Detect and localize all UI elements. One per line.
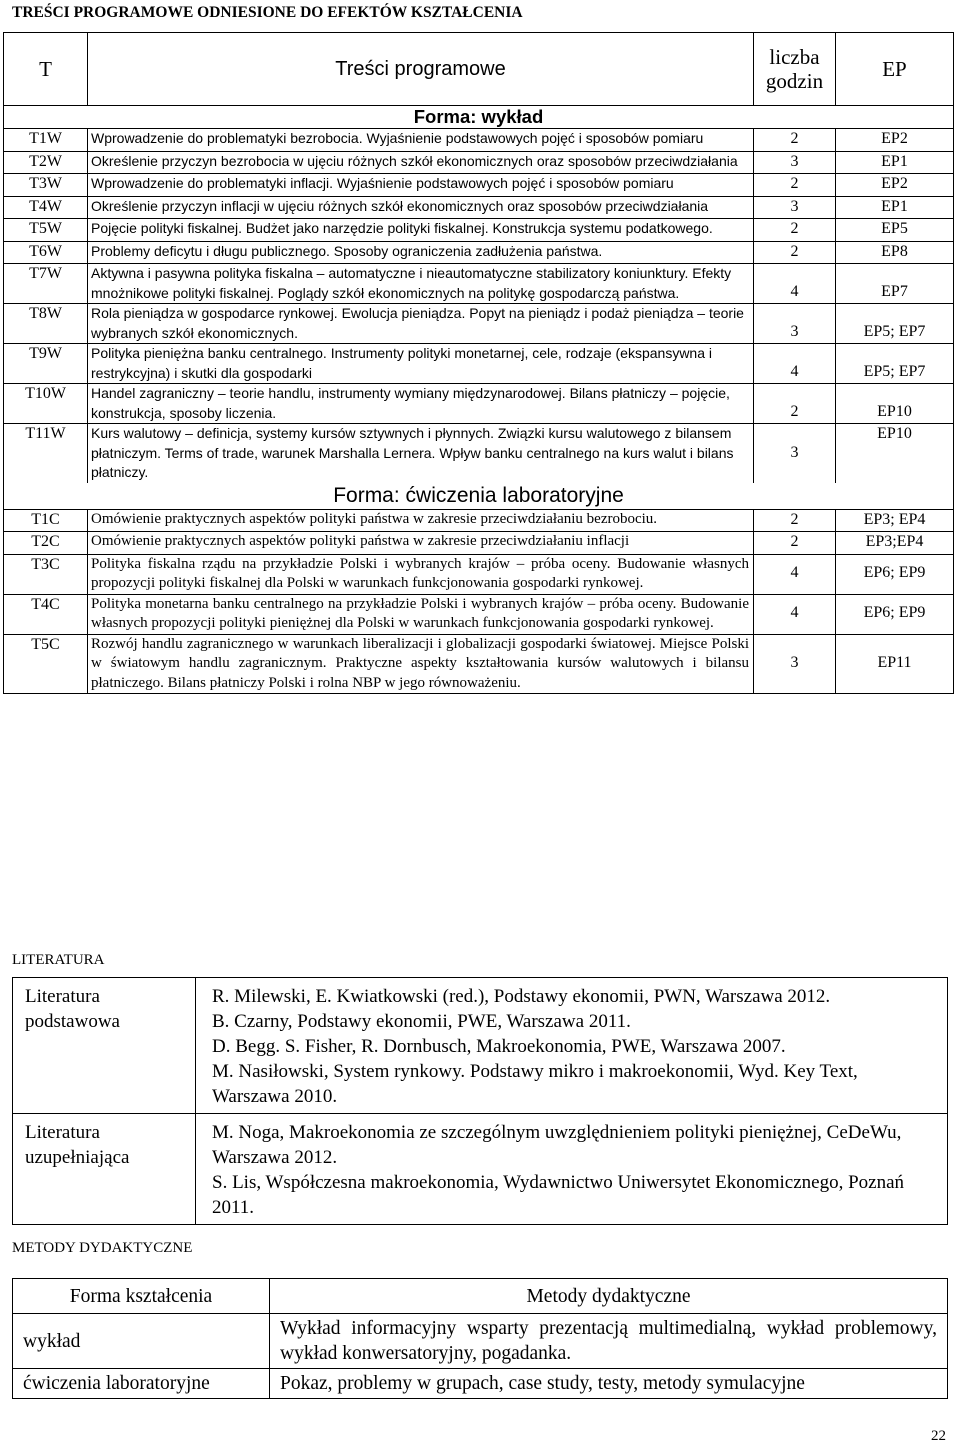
- page-number: 22: [931, 1428, 946, 1444]
- program-row: [4, 344, 954, 384]
- row-code: T10W: [4, 384, 88, 424]
- program-row: [4, 174, 954, 197]
- methods-col-form: Forma kształcenia: [13, 1279, 270, 1314]
- row-ep: EP10: [836, 384, 954, 424]
- program-row: [4, 241, 954, 264]
- literature-table: [12, 977, 948, 1225]
- row-hours: 2: [754, 532, 836, 555]
- row-content: Problemy deficytu i długu publicznego. Sposoby ograniczenia zadłużenia państwa.: [88, 241, 754, 264]
- literature-item: B. Czarny, Podstawy ekonomii, PWE, Warszawa 2011.: [212, 1011, 631, 1032]
- row-code: T2C: [4, 532, 88, 555]
- row-code: T2W: [4, 151, 88, 174]
- row-code: T11W: [4, 424, 88, 483]
- row-hours: 3: [754, 304, 836, 344]
- row-hours: 3: [754, 151, 836, 174]
- row-code: T4C: [4, 594, 88, 634]
- form-lecture-row: [4, 106, 954, 129]
- methods-col-methods: Metody dydaktyczne: [270, 1279, 948, 1314]
- row-content: Rola pieniądza w gospodarce rynkowej. Ewolucja pieniądza. Popyt na pieniądz i podaż pieniądza – teorie wybranych szkół ekonomicznych.: [88, 304, 754, 344]
- row-hours: 3: [754, 634, 836, 694]
- methods-header-row: [13, 1279, 948, 1314]
- row-content: Określenie przyczyn inflacji w ujęciu różnych szkół ekonomicznych oraz sposobów przeciwdziałania: [88, 196, 754, 219]
- row-content: Rozwój handlu zagranicznego w warunkach liberalizacji i globalizacji gospodarki światowej. Miejsce Polski w światowym handlu zagranicznym. Praktyczne aspekty kształtowania kursów walutowych i bilansu płatniczego. Bilans płatniczy Polski i rolna NBP w jego równoważeniu.: [88, 634, 754, 694]
- row-ep: EP5; EP7: [836, 344, 954, 384]
- literature-item: D. Begg. S. Fisher, R. Dornbusch, Makroekonomia, PWE, Warszawa 2007.: [212, 1036, 786, 1057]
- literature-basic-label: Literatura podstawowa: [13, 978, 196, 1114]
- col-header-hours: liczba godzin: [754, 33, 836, 106]
- row-content: Handel zagraniczny – teorie handlu, instrumenty wymiany międzynarodowej. Bilans płatniczy – pojęcie, konstrukcja, sposoby liczenia.: [88, 384, 754, 424]
- row-content: Kurs walutowy – definicja, systemy kursów sztywnych i płynnych. Związki kursu walutowego z bilansem płatniczym. Terms of trade, warunek Marshalla Lernera. Wpływ banku centralnego na kurs walut i bilans płatniczy.: [88, 424, 754, 483]
- row-ep: EP3;EP4: [836, 532, 954, 555]
- row-content: Wprowadzenie do problematyki inflacji. Wyjaśnienie podstawowych pojęć i sposobów pomiaru: [88, 174, 754, 197]
- row-code: T9W: [4, 344, 88, 384]
- program-row: [4, 264, 954, 304]
- program-row: [4, 219, 954, 242]
- row-ep: EP6; EP9: [836, 594, 954, 634]
- methods-row: [13, 1369, 948, 1399]
- col-header-content: Treści programowe: [88, 33, 754, 106]
- program-row: [4, 384, 954, 424]
- row-hours: 2: [754, 509, 836, 532]
- row-hours: 4: [754, 554, 836, 594]
- row-ep: EP8: [836, 241, 954, 264]
- program-row: [4, 304, 954, 344]
- row-hours: 2: [754, 174, 836, 197]
- row-hours: 4: [754, 594, 836, 634]
- row-code: T7W: [4, 264, 88, 304]
- row-content: Omówienie praktycznych aspektów polityki państwa w zakresie przeciwdziałaniu bezrobociu.: [88, 509, 754, 532]
- row-ep: EP10: [836, 424, 954, 483]
- row-content: Polityka fiskalna rządu na przykładzie Polski i wybranych krajów – próba oceny. Budowanie własnych propozycji polityki fiskalnej dla Polski w warunkach funkcjonowania gospodarki rynkowej.: [88, 554, 754, 594]
- row-code: T5C: [4, 634, 88, 694]
- row-ep: EP7: [836, 264, 954, 304]
- literature-item: M. Nasiłowski, System rynkowy. Podstawy mikro i makroekonomii, Wyd. Key Text, Warszawa 2010.: [212, 1061, 858, 1107]
- form-lecture-label: Forma: wykład: [4, 106, 954, 129]
- literature-item: R. Milewski, E. Kwiatkowski (red.), Podstawy ekonomii, PWN, Warszawa 2012.: [212, 986, 831, 1007]
- row-content: Polityka pieniężna banku centralnego. Instrumenty polityki monetarnej, cele, rodzaje (ekspansywna i restrykcyjna) i skutki dla gospodarki: [88, 344, 754, 384]
- program-row: [4, 532, 954, 555]
- literature-item: S. Lis, Współczesna makroekonomia, Wydawnictwo Uniwersytet Ekonomicznego, Poznań 2011.: [212, 1172, 905, 1218]
- row-code: T5W: [4, 219, 88, 242]
- program-content-table: [3, 32, 954, 694]
- literature-item: M. Noga, Makroekonomia ze szczególnym uwzględnieniem polityki pieniężnej, CeDeWu, Warszawa 2012.: [212, 1122, 902, 1168]
- row-ep: EP1: [836, 151, 954, 174]
- literature-basic-list: [196, 978, 948, 1114]
- methods-text: Wykład informacyjny wsparty prezentacją multimedialną, wykład problemowy, wykład konwersatoryjny, pogadanka.: [270, 1314, 948, 1369]
- methods-form: ćwiczenia laboratoryjne: [13, 1369, 270, 1399]
- col-header-ep: EP: [836, 33, 954, 106]
- literature-supp-list: [196, 1114, 948, 1225]
- program-row: [4, 634, 954, 694]
- row-code: T3C: [4, 554, 88, 594]
- program-header-row: [4, 33, 954, 106]
- literature-supp-row: [13, 1114, 948, 1225]
- row-code: T1C: [4, 509, 88, 532]
- row-hours: 2: [754, 241, 836, 264]
- row-code: T3W: [4, 174, 88, 197]
- literature-basic-row: [13, 978, 948, 1114]
- row-hours: 4: [754, 264, 836, 304]
- row-hours: 2: [754, 129, 836, 152]
- row-hours: 2: [754, 219, 836, 242]
- row-code: T4W: [4, 196, 88, 219]
- program-row: [4, 196, 954, 219]
- row-ep: EP2: [836, 129, 954, 152]
- row-ep: EP5: [836, 219, 954, 242]
- row-code: T1W: [4, 129, 88, 152]
- program-row: [4, 594, 954, 634]
- methods-text: Pokaz, problemy w grupach, case study, testy, metody symulacyjne: [270, 1369, 948, 1399]
- row-content: Omówienie praktycznych aspektów polityki państwa w zakresie przeciwdziałaniu inflacji: [88, 532, 754, 555]
- literature-heading: LITERATURA: [12, 952, 105, 968]
- row-code: T6W: [4, 241, 88, 264]
- program-row: [4, 151, 954, 174]
- row-ep: EP3; EP4: [836, 509, 954, 532]
- program-row: [4, 424, 954, 483]
- program-row: [4, 554, 954, 594]
- col-header-code: T: [4, 33, 88, 106]
- row-hours: 2: [754, 384, 836, 424]
- row-hours: 3: [754, 424, 836, 483]
- form-lab-row: [4, 483, 954, 510]
- row-content: Polityka monetarna banku centralnego na przykładzie Polski i wybranych krajów – próba oceny. Budowanie własnych propozycji polityki pieniężnej dla Polski w warunkach funkcjonowania gospodarki rynkowej.: [88, 594, 754, 634]
- methods-form: wykład: [13, 1314, 270, 1369]
- methods-row: [13, 1314, 948, 1369]
- row-content: Pojęcie polityki fiskalnej. Budżet jako narzędzie polityki fiskalnej. Konstrukcja systemu podatkowego.: [88, 219, 754, 242]
- row-ep: EP1: [836, 196, 954, 219]
- row-content: Określenie przyczyn bezrobocia w ujęciu różnych szkół ekonomicznych oraz sposobów przeciwdziałania: [88, 151, 754, 174]
- row-content: Wprowadzenie do problematyki bezrobocia. Wyjaśnienie podstawowych pojęć i sposobów pomiaru: [88, 129, 754, 152]
- row-ep: EP2: [836, 174, 954, 197]
- row-code: T8W: [4, 304, 88, 344]
- program-row: [4, 509, 954, 532]
- form-lab-label: Forma: ćwiczenia laboratoryjne: [4, 483, 954, 510]
- literature-supp-label: Literatura uzupełniająca: [13, 1114, 196, 1225]
- methods-heading: METODY DYDAKTYCZNE: [12, 1240, 193, 1256]
- row-ep: EP11: [836, 634, 954, 694]
- methods-table: [12, 1278, 948, 1399]
- row-ep: EP5; EP7: [836, 304, 954, 344]
- row-ep: EP6; EP9: [836, 554, 954, 594]
- row-content: Aktywna i pasywna polityka fiskalna – automatyczne i nieautomatyczne stabilizatory koniunktury. Efekty mnożnikowe polityki fiskalnej. Poglądy szkół ekonomicznych na politykę gospodarczą państwa.: [88, 264, 754, 304]
- page-title: TREŚCI PROGRAMOWE ODNIESIONE DO EFEKTÓW KSZTAŁCENIA: [12, 4, 523, 21]
- row-hours: 4: [754, 344, 836, 384]
- row-hours: 3: [754, 196, 836, 219]
- program-row: [4, 129, 954, 152]
